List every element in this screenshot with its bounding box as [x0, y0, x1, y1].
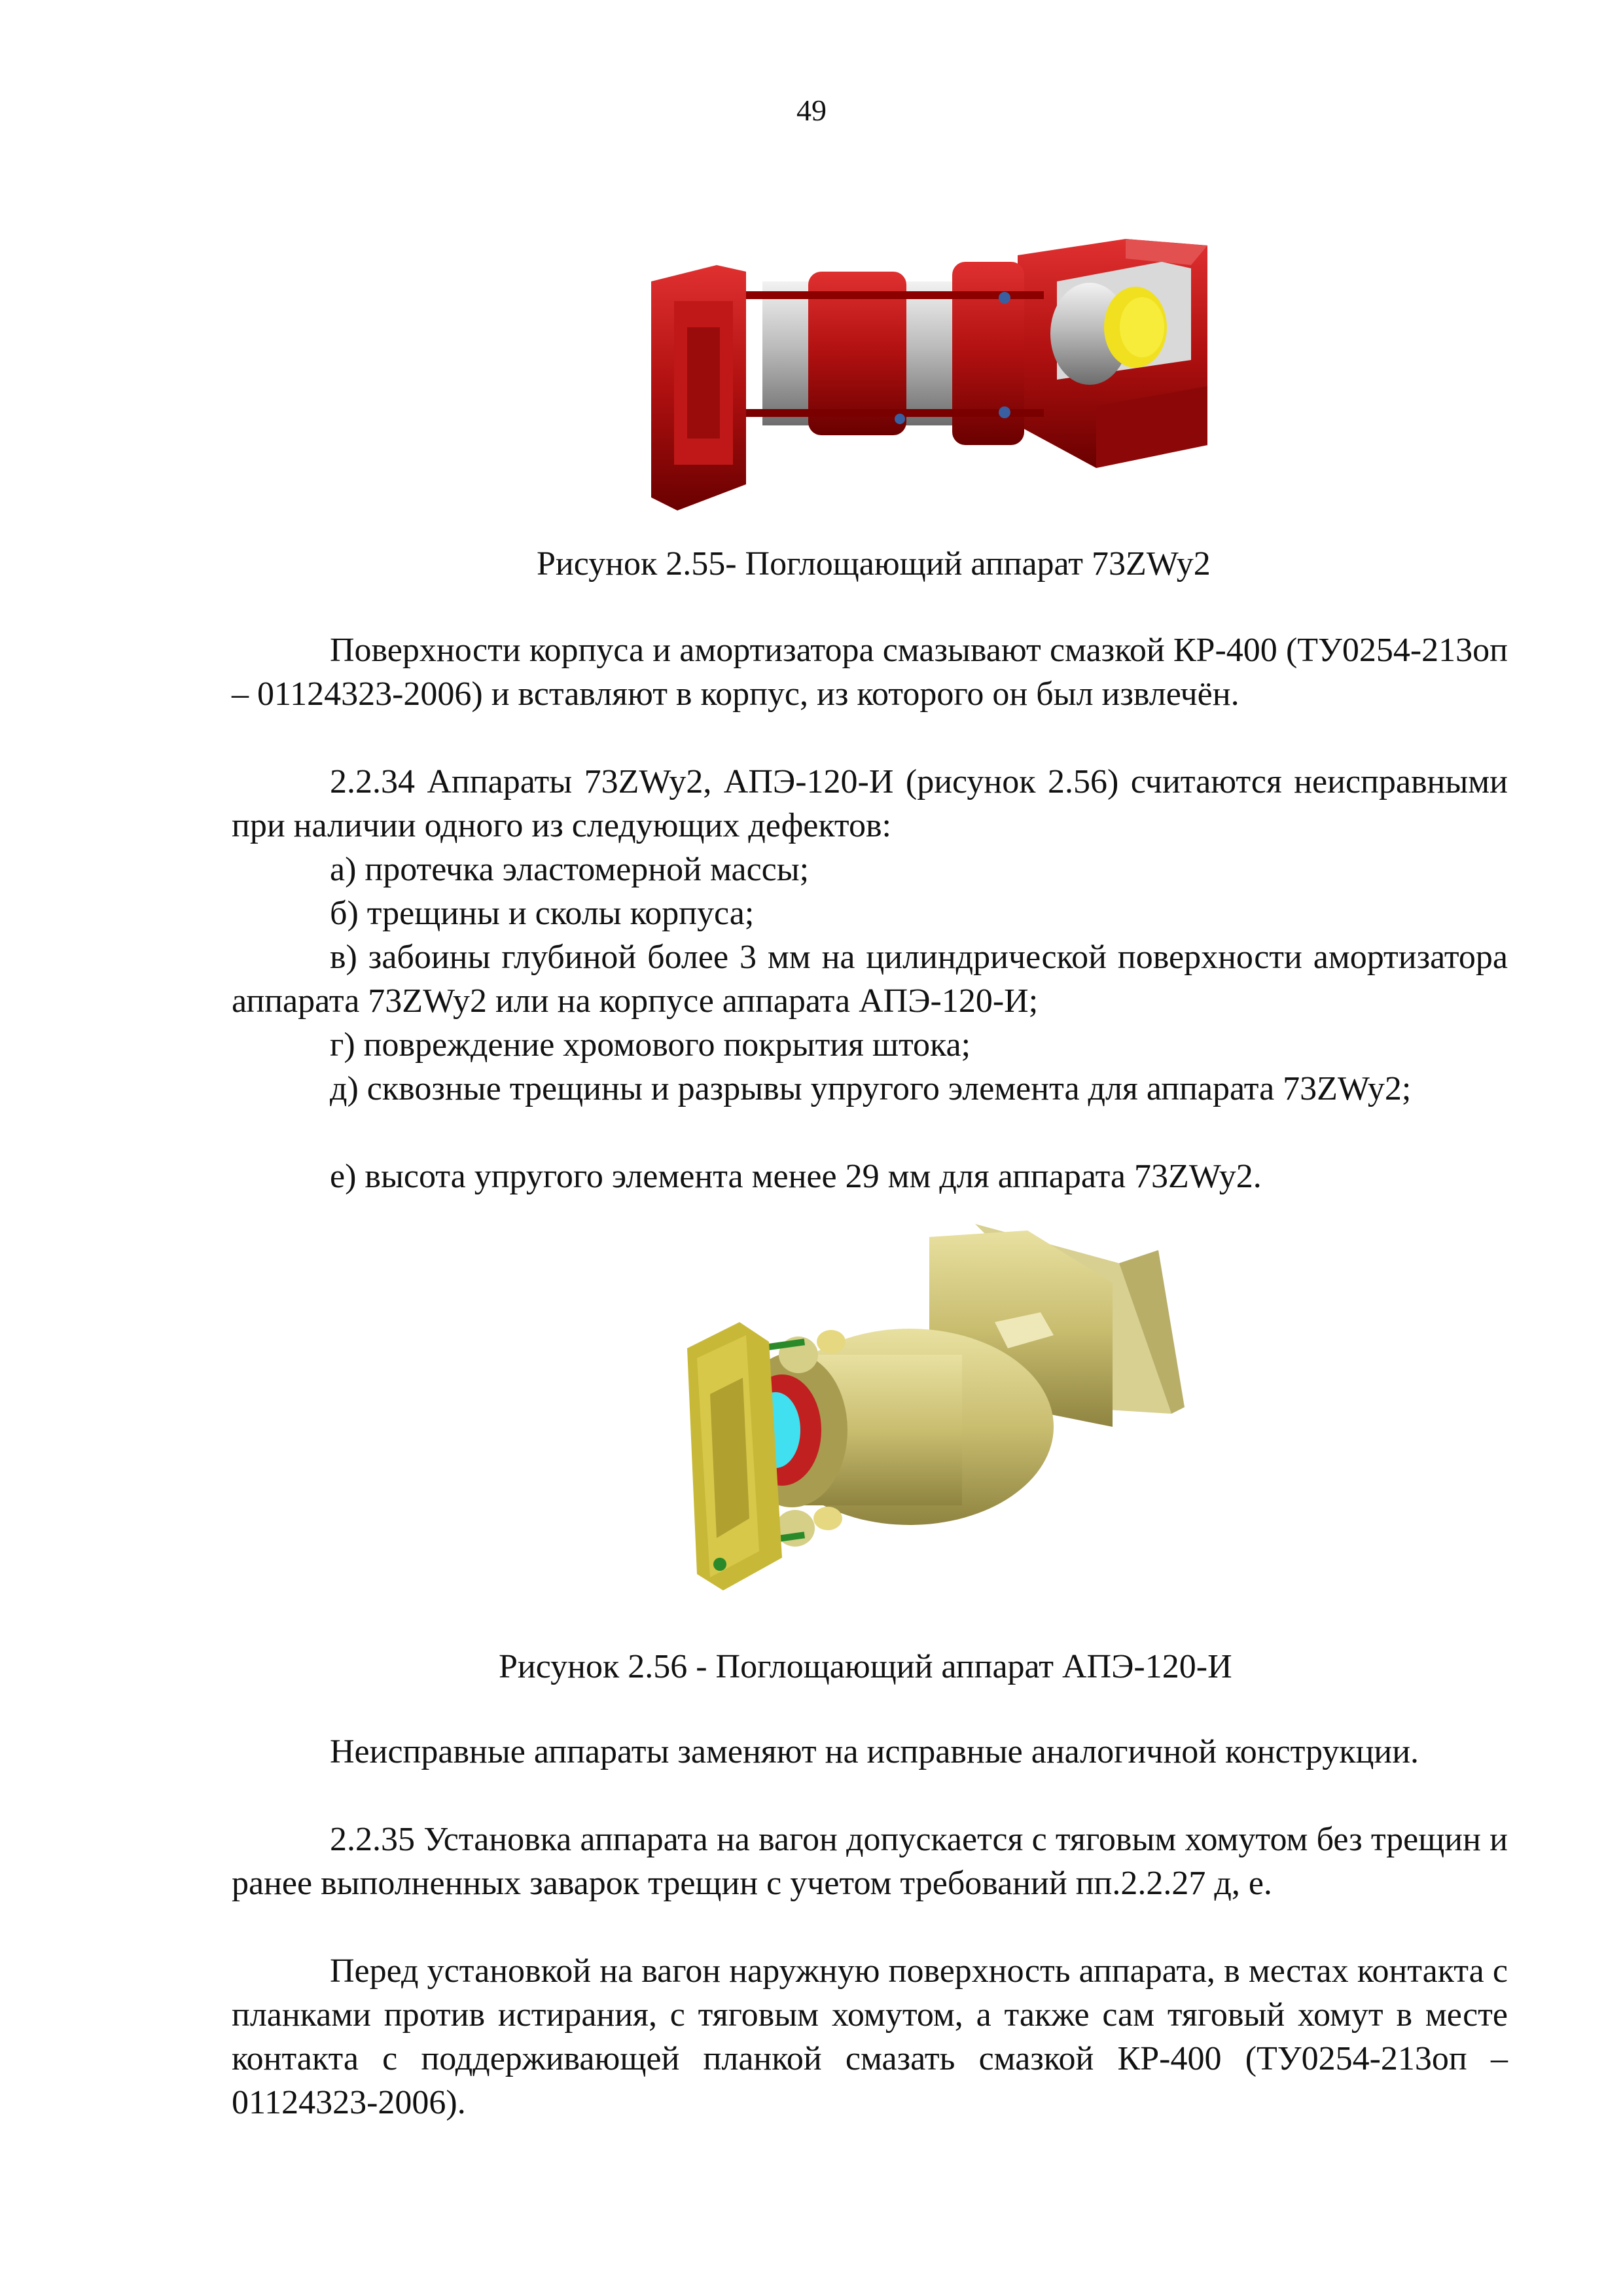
defect-item-g: г) повреждение хромового покрытия штока;	[330, 1026, 971, 1064]
page-number: 49	[796, 94, 827, 127]
paragraph-2-2-35: 2.2.35 Установка аппарата на вагон допускается с тяговым хомутом без трещин и ранее выполненных заварок трещин с учетом требований пп.2.2.27 д, е.	[232, 1821, 1508, 1902]
defect-item-e: е) высота упругого элемента менее 29 мм для аппарата 73ZWy2.	[330, 1158, 1262, 1195]
figure-2-55-image	[638, 209, 1214, 530]
defect-item-d: д) сквозные трещины и разрывы упругого элемента для аппарата 73ZWy2;	[330, 1070, 1412, 1107]
paragraph-replacement: Неисправные аппараты заменяют на исправные аналогичной конструкции.	[330, 1733, 1419, 1770]
paragraph-lubrication: Поверхности корпуса и амортизатора смазывают смазкой КР-400 (ТУ0254-213оп – 01124323-2006) и вставляют в корпус, из которого он был извлечён.	[232, 632, 1508, 713]
paragraph-2-2-34: 2.2.34 Аппараты 73ZWy2, АПЭ-120-И (рисунок 2.56) считаются неисправными при наличии одного из следующих дефектов:	[232, 763, 1508, 844]
figure-2-56-image	[661, 1211, 1185, 1636]
paragraph-installation: Перед установкой на вагон наружную поверхность аппарата, в местах контакта с планками против истирания, с тяговым хомутом, а также сам тяговый хомут в месте контакта с поддерживающей планкой смазать смазкой КР-400 (ТУ0254-213оп – 01124323-2006).	[232, 1952, 1508, 2121]
figure-2-55-caption: Рисунок 2.55- Поглощающий аппарат 73ZWy2	[537, 545, 1211, 583]
defect-item-b: б) трещины и сколы корпуса;	[330, 895, 755, 932]
defect-item-v: в) забоины глубиной более 3 мм на цилиндрической поверхности амортизатора аппарата 73ZWy2 или на корпусе аппарата АПЭ-120-И;	[232, 939, 1508, 1020]
defect-item-a: а) протечка эластомерной массы;	[330, 851, 810, 888]
figure-2-56-caption: Рисунок 2.56 - Поглощающий аппарат АПЭ-120-И	[499, 1648, 1232, 1685]
